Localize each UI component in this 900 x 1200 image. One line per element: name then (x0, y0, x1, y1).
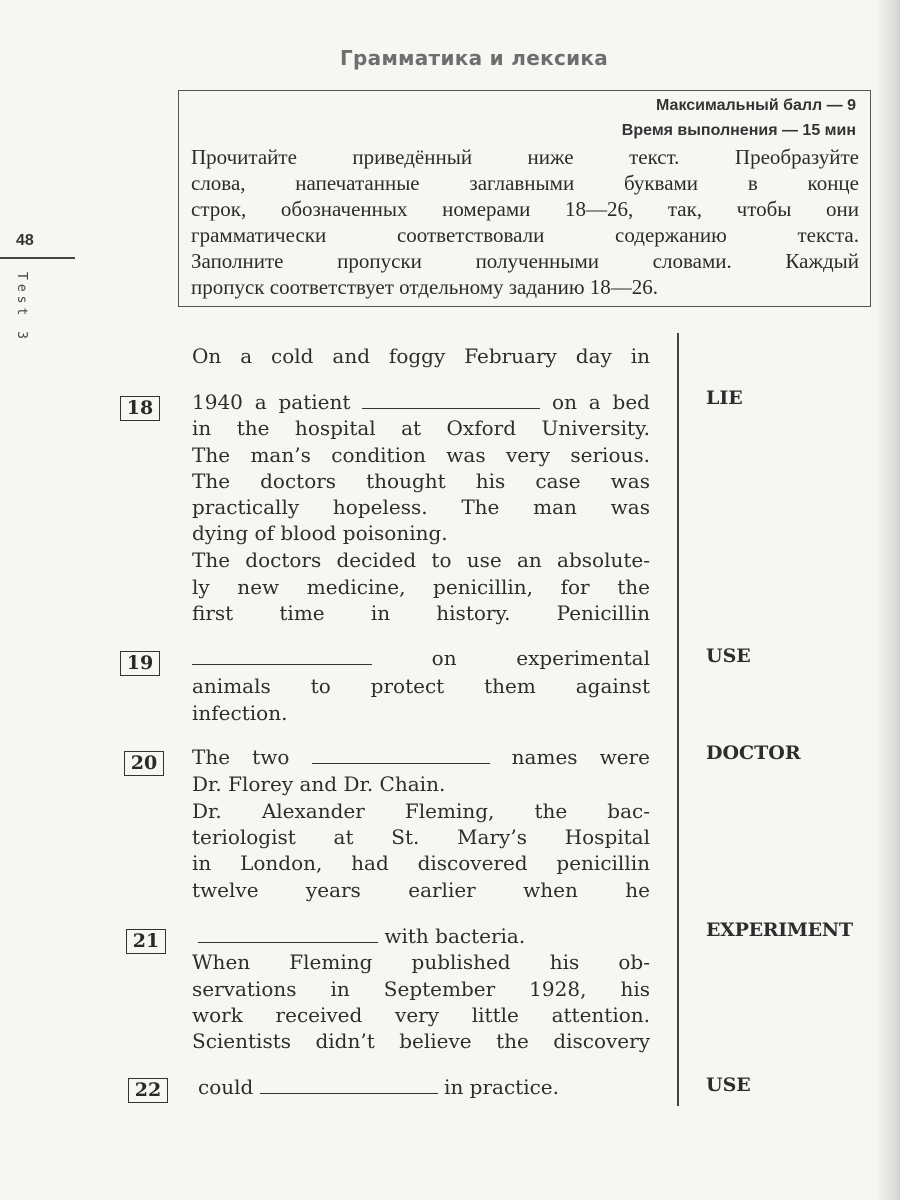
instruction-line: грамматически соответствовали содержанию текста. (191, 223, 859, 247)
text-segment: 1940 a patient (192, 390, 351, 414)
answer-blank[interactable] (192, 648, 372, 665)
text-line (192, 674, 650, 698)
text-line (192, 851, 650, 875)
text-segment: Dr. Alexander Fleming, the bac- (192, 799, 650, 823)
text-line (192, 799, 650, 823)
keyword-19: USE (706, 645, 751, 667)
max-score: Максимальный балл — 9 (656, 97, 856, 114)
text-line (192, 1029, 650, 1053)
text-line (192, 745, 650, 769)
task-number-22: 22 (128, 1078, 168, 1103)
text-segment: twelve years earlier when he (192, 878, 650, 902)
task-instructions-box (178, 90, 871, 307)
text-segment: with bacteria. (384, 924, 526, 948)
text-segment: The doctors decided to use an absolute- (192, 548, 650, 572)
text-line (192, 495, 650, 519)
instruction-line: Заполните пропуски полученными словами. Каждый (191, 249, 859, 273)
text-line (192, 443, 650, 467)
text-line (192, 950, 650, 974)
text-segment: practically hopeless. The man was (192, 495, 650, 519)
text-line (192, 575, 650, 599)
text-line (192, 878, 650, 902)
text-segment: On a cold and foggy February day in (192, 344, 650, 368)
text-line (198, 924, 656, 948)
answer-blank[interactable] (362, 392, 540, 409)
text-line (192, 548, 650, 572)
page-number-rule (0, 257, 75, 259)
instruction-line: пропуск соответствует отдельному заданию 18—26. (191, 275, 659, 299)
task-number-18: 18 (120, 396, 160, 421)
text-line (198, 1075, 656, 1099)
text-segment: dying of blood poisoning. (192, 521, 448, 545)
text-segment: work received very little attention. (192, 1003, 650, 1027)
keyword-21: EXPERIMENT (706, 919, 853, 941)
text-line (192, 701, 650, 725)
text-segment: infection. (192, 701, 288, 725)
instruction-line: слова, напечатанные заглавными буквами в конце (191, 171, 859, 195)
instruction-line: строк, обозначенных номерами 18—26, так, чтобы они (191, 197, 859, 221)
text-line (192, 521, 650, 545)
answer-blank[interactable] (260, 1077, 438, 1094)
keyword-22: USE (706, 1074, 751, 1096)
text-line (192, 646, 650, 670)
text-segment: The doctors thought his case was (192, 469, 650, 493)
section-title: Грамматика и лексика (340, 46, 609, 70)
text-line (192, 390, 650, 414)
time-limit: Время выполнения — 15 мин (621, 122, 856, 139)
answer-blank[interactable] (198, 926, 378, 943)
text-segment: The man’s condition was very serious. (192, 443, 650, 467)
text-line (192, 344, 650, 368)
text-segment: in the hospital at Oxford University. (192, 416, 650, 440)
text-segment: Scientists didn’t believe the discovery (192, 1029, 650, 1053)
text-segment: names were (511, 745, 651, 769)
page-number: 48 (16, 232, 34, 249)
text-segment: When Fleming published his ob- (192, 950, 650, 974)
text-line (192, 825, 650, 849)
text-segment: first time in history. Penicillin (192, 601, 650, 625)
text-segment: on a bed (552, 390, 650, 414)
text-line (192, 977, 650, 1001)
text-segment: ly new medicine, penicillin, for the (192, 575, 650, 599)
column-divider (677, 333, 679, 1106)
keyword-18: LIE (706, 387, 743, 409)
text-segment: Dr. Florey and Dr. Chain. (192, 772, 446, 796)
text-segment: on experimental (431, 646, 651, 670)
text-segment: in practice. (444, 1075, 559, 1099)
text-line (192, 1003, 650, 1027)
text-segment: servations in September 1928, his (192, 977, 650, 1001)
text-line (192, 601, 650, 625)
text-segment: animals to protect them against (192, 674, 650, 698)
task-number-20: 20 (124, 751, 164, 776)
text-segment: could (198, 1075, 254, 1099)
text-line (192, 772, 650, 796)
text-line (192, 469, 650, 493)
text-segment: in London, had discovered penicillin (192, 851, 650, 875)
text-segment: teriologist at St. Mary’s Hospital (192, 825, 650, 849)
text-segment: The two (192, 745, 290, 769)
task-number-19: 19 (120, 651, 160, 676)
side-test-label: Test 3 (14, 272, 29, 343)
page-edge-shadow (876, 0, 900, 1200)
instruction-line: Прочитайте приведённый ниже текст. Преобразуйте (191, 145, 859, 169)
task-number-21: 21 (126, 929, 166, 954)
text-line (192, 416, 650, 440)
keyword-20: DOCTOR (706, 742, 801, 764)
answer-blank[interactable] (312, 747, 490, 764)
